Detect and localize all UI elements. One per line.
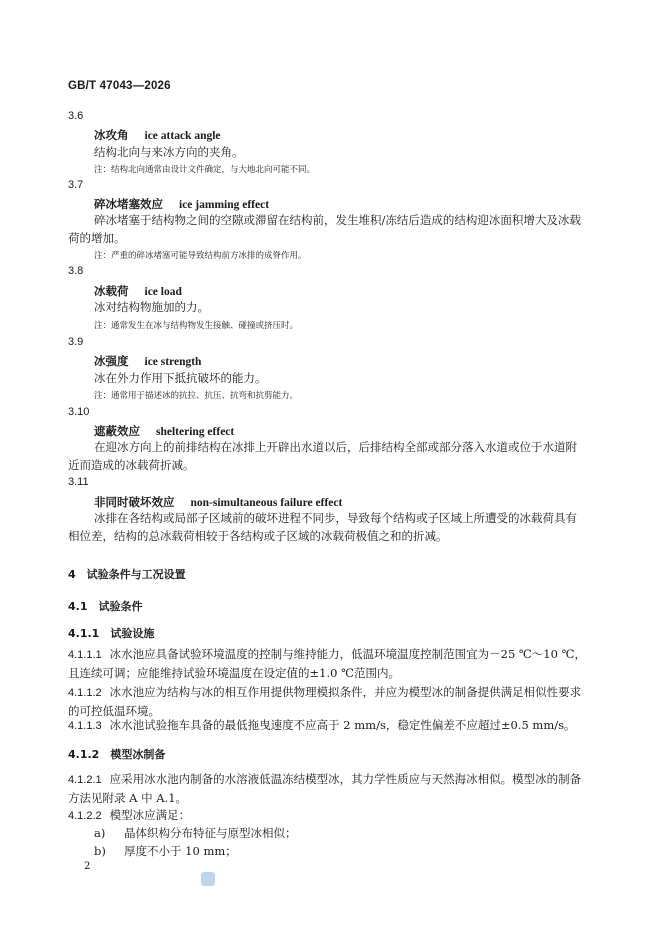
paragraph-text: 模型冰应满足： (109, 808, 191, 822)
term-cn: 遮蔽效应 (94, 424, 140, 438)
subsubsection-heading: 4.1.1 试验设施 (68, 627, 155, 640)
term-title (94, 196, 269, 212)
term-en: non-simultaneous failure effect (190, 497, 343, 509)
term-number: 3.8 (68, 265, 84, 277)
term-definition: 冰排在各结构或局部子区域前的破坏进程不同步，导致每个结构或子区域上所遭受的冰载荷具有相位差，结构的总冰载荷相较于各结构或子区域的冰载荷极值之和的折减。 (68, 511, 577, 543)
term-note: 注：通常发生在冰与结构物发生接触、碰撞或挤压时。 (94, 321, 299, 331)
term-note: 注：严重的碎冰堵塞可能导致结构前方冰排的成脊作用。 (94, 251, 307, 261)
list-text: 晶体织构分布特征与原型冰相似； (124, 826, 297, 840)
term-cn: 冰强度 (94, 354, 129, 368)
term-cn: 碎冰堵塞效应 (94, 197, 163, 211)
list-text: 厚度不小于 10 mm； (124, 844, 237, 858)
term-definition: 冰在外力作用下抵抗破坏的能力。 (94, 371, 267, 385)
paragraph-4-1-1-3 (68, 716, 586, 735)
term-title (94, 494, 342, 510)
term-en: ice jamming effect (179, 199, 270, 211)
paragraph-4-1-1-1 (68, 645, 586, 682)
term-definition: 冰对结构物施加的力。 (94, 300, 209, 314)
term-definition: 碎冰堵塞于结构物之间的空隙或滞留在结构前，发生堆积/冻结后造成的结构迎冰面积增大及冰载荷的增加。 (68, 213, 581, 245)
paragraph-number: 4.1.2.1 (68, 774, 102, 786)
section-heading: 4 试验条件与工况设置 (68, 568, 186, 581)
term-en: ice load (144, 286, 182, 298)
page-number: 2 (84, 861, 91, 872)
paragraph-text: 冰水池应具备试验环境温度的控制与维持能力，低温环境温度控制范围宜为－25 ℃～10 ℃，且连续可调；应能维持试验环境温度在设定值的±1.0 ℃范围内。 (68, 647, 586, 680)
paragraph-text: 应采用冰水池内制备的水溶液低温冻结模型冰，其力学性质应与天然海冰相似。模型冰的制备方法见附录 A 中 A.1。 (68, 772, 582, 805)
term-cn: 冰载荷 (94, 284, 129, 298)
term-number: 3.7 (68, 179, 84, 191)
term-number: 3.11 (68, 476, 89, 488)
list-label: b) (94, 844, 106, 858)
term-cn: 冰攻角 (94, 128, 129, 142)
paragraph-text: 冰水池应为结构与冰的相互作用提供物理模拟条件，并应为模型冰的制备提供满足相似性要求的可控低温环境。 (68, 685, 582, 718)
list-item (94, 825, 297, 841)
paragraph-4-1-1-2 (68, 683, 586, 720)
paragraph-number: 4.1.1.1 (68, 649, 102, 661)
term-note: 注：通常用于描述冰的抗拉、抗压、抗弯和抗剪能力。 (94, 391, 299, 401)
list-label: a) (94, 826, 106, 840)
standard-number: GB/T 47043—2026 (68, 80, 171, 92)
term-definition: 在迎冰方向上的前排结构在冰排上开辟出水道以后，后排结构全部或部分落入水道或位于水道附近而造成的冰载荷折减。 (68, 440, 577, 472)
term-title (94, 283, 182, 299)
list-item (94, 843, 237, 859)
paragraph-4-1-2-2 (68, 806, 586, 825)
term-en: ice strength (144, 356, 202, 368)
paragraph-text: 冰水池试验拖车具备的最低拖曳速度不应高于 2 mm/s，稳定性偏差不应超过±0.5 mm/s。 (109, 718, 576, 732)
term-en: sheltering effect (156, 426, 235, 438)
term-title (94, 127, 221, 143)
term-number: 3.6 (68, 110, 84, 122)
paragraph-4-1-2-1 (68, 770, 586, 807)
watermark-stamp (201, 872, 215, 886)
term-title (94, 353, 201, 369)
term-title (94, 423, 234, 439)
term-definition: 结构北向与来冰方向的夹角。 (94, 145, 244, 159)
subsection-heading: 4.1 试验条件 (68, 600, 143, 613)
term-number: 3.9 (68, 336, 84, 348)
term-number: 3.10 (68, 406, 90, 418)
term-en: ice attack angle (144, 130, 221, 142)
paragraph-number: 4.1.1.3 (68, 720, 102, 732)
term-note: 注：结构北向通常由设计文件确定，与大地北向可能不同。 (94, 165, 316, 175)
paragraph-number: 4.1.2.2 (68, 810, 102, 822)
subsubsection-heading: 4.1.2 模型冰制备 (68, 748, 166, 761)
paragraph-number: 4.1.1.2 (68, 687, 102, 699)
term-cn: 非同时破坏效应 (94, 495, 175, 509)
